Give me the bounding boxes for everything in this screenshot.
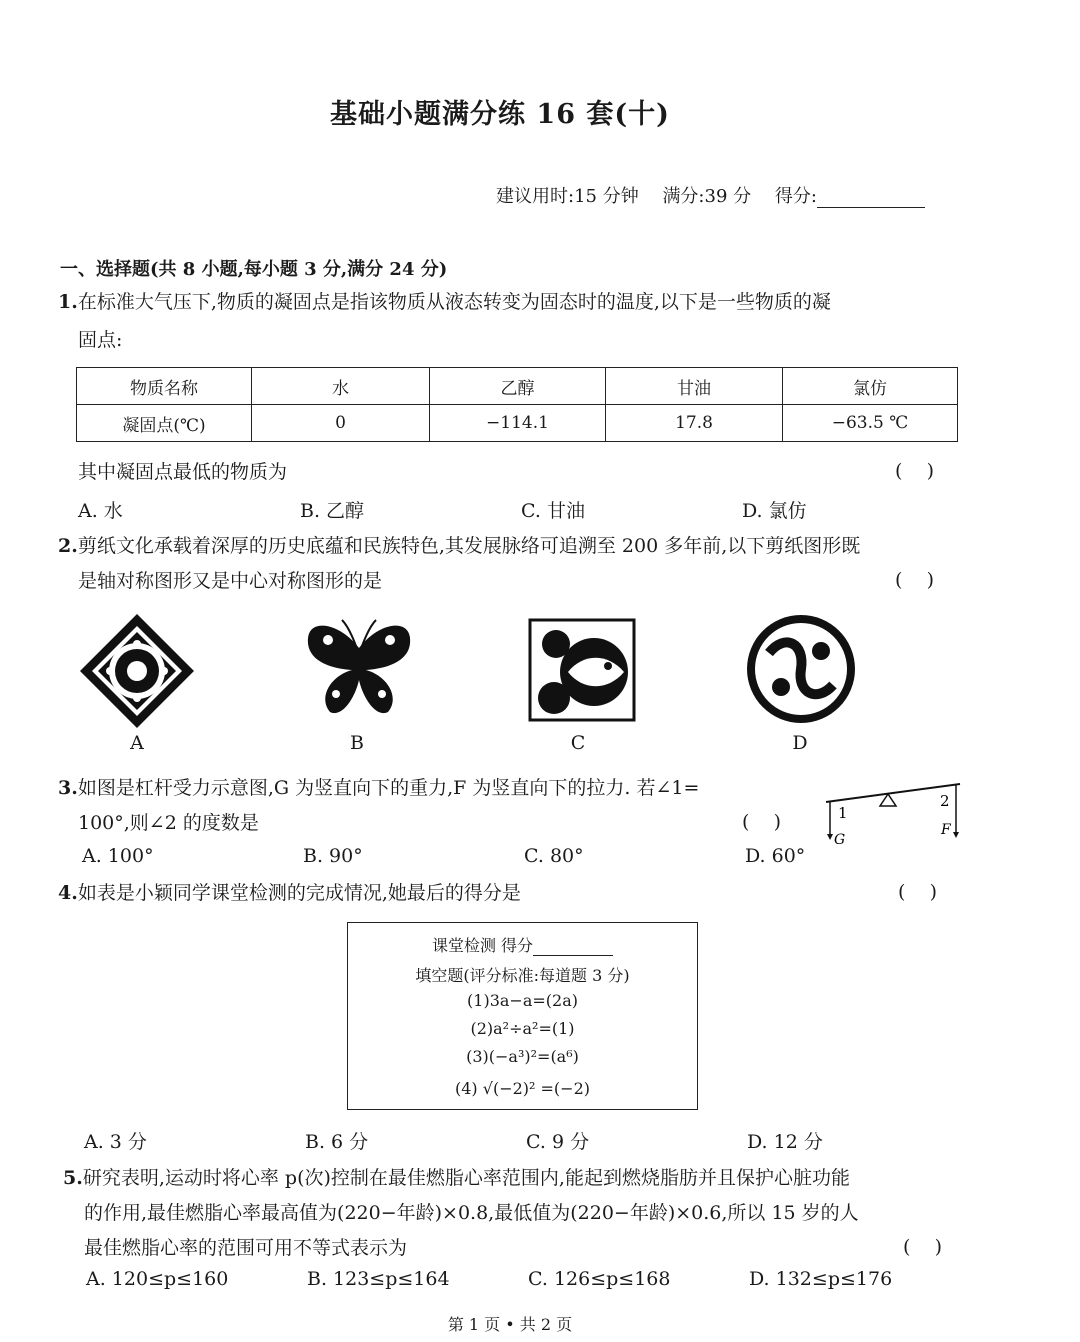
- q3-option-c[interactable]: C. 80°: [524, 845, 584, 867]
- table-cell: 物质名称: [77, 368, 252, 405]
- q4-option-c[interactable]: C. 9 分: [526, 1131, 590, 1153]
- q1-stem: 其中凝固点最低的物质为: [78, 461, 288, 483]
- q2-answer-paren[interactable]: ( ): [895, 569, 934, 591]
- papercut-figure-a[interactable]: [78, 612, 196, 730]
- q2-line2: 是轴对称图形又是中心对称图形的是: [78, 570, 383, 592]
- table-cell: 氯仿: [783, 368, 958, 405]
- force-g-label: G: [834, 832, 846, 848]
- q3-line2: 100°,则∠2 的度数是: [78, 812, 259, 834]
- q1-option-d[interactable]: D. 氯仿: [742, 500, 807, 522]
- q1-option-a[interactable]: A. 水: [78, 500, 123, 522]
- q3-number: 3.: [58, 777, 78, 799]
- box-item-4: (4) √(−2)² =(−2): [455, 1079, 590, 1098]
- q5-line2: 的作用,最佳燃脂心率最高值为(220−年龄)×0.8,最低值为(220−年龄)×0.6,所以 15 岁的人: [84, 1202, 859, 1224]
- box-item-1: (1)3a−a=(2a): [467, 991, 578, 1010]
- table-cell: 凝固点(℃): [77, 405, 252, 442]
- q4-option-d[interactable]: D. 12 分: [747, 1131, 823, 1153]
- freezing-point-table: [76, 367, 958, 442]
- q1-option-b[interactable]: B. 乙醇: [300, 500, 365, 522]
- q1-option-c[interactable]: C. 甘油: [521, 500, 585, 522]
- quiz-result-box: [347, 922, 698, 1110]
- q5-option-d[interactable]: D. 132≤p≤176: [749, 1268, 893, 1290]
- table-cell: 0: [252, 405, 430, 442]
- box-subtitle: 填空题(评分标准:每道题 3 分): [415, 966, 630, 985]
- figure-label-a: A: [130, 732, 144, 754]
- q4-option-b[interactable]: B. 6 分: [305, 1131, 369, 1153]
- q1-text1: 在标准大气压下,物质的凝固点是指该物质从液态转变为固态时的温度,以下是一些物质的凝: [77, 291, 831, 313]
- figure-label-b: B: [350, 732, 364, 754]
- figure-label-d: D: [792, 732, 808, 754]
- q1-line1: [58, 284, 831, 320]
- q5-line3: 最佳燃脂心率的范围可用不等式表示为: [84, 1237, 408, 1259]
- q5-answer-paren[interactable]: ( ): [903, 1236, 942, 1258]
- page-title: 基础小题满分练 16 套(十): [330, 99, 670, 130]
- q5-number: 5.: [63, 1167, 83, 1189]
- q3-answer-paren[interactable]: ( ): [742, 811, 781, 833]
- q3-option-a[interactable]: A. 100°: [82, 845, 154, 867]
- box-header: 课堂检测 得分: [348, 933, 697, 956]
- table-cell: −63.5 ℃: [783, 405, 958, 442]
- score-blank[interactable]: [817, 191, 925, 208]
- q5-text1: 研究表明,运动时将心率 p(次)控制在最佳燃脂心率范围内,能起到燃烧脂肪并且保护心脏功能: [82, 1167, 850, 1189]
- suggested-time: 建议用时:15 分钟: [496, 186, 639, 207]
- angle-1-label: 1: [838, 804, 848, 822]
- box-item-2: (2)a²÷a²=(1): [470, 1019, 575, 1038]
- table-cell: 乙醇: [430, 368, 606, 405]
- table-cell: 水: [252, 368, 430, 405]
- table-row: [77, 405, 958, 442]
- q4-line1: [58, 875, 521, 911]
- force-f-label: F: [941, 822, 951, 838]
- q4-answer-paren[interactable]: ( ): [898, 881, 937, 903]
- q1-line2: 固点:: [78, 329, 123, 351]
- full-score: 满分:39 分: [662, 186, 752, 207]
- q4-number: 4.: [58, 882, 78, 904]
- exam-meta: [496, 182, 943, 208]
- section-heading: 一、选择题(共 8 小题,每小题 3 分,满分 24 分): [60, 259, 448, 280]
- q2-number: 2.: [58, 535, 78, 557]
- papercut-figure-c[interactable]: [528, 618, 636, 722]
- q5-option-c[interactable]: C. 126≤p≤168: [528, 1268, 671, 1290]
- table-cell: 17.8: [606, 405, 783, 442]
- q2-line1: [58, 528, 860, 564]
- q4-option-a[interactable]: A. 3 分: [84, 1131, 147, 1153]
- q4-text1: 如表是小颖同学课堂检测的完成情况,她最后的得分是: [77, 882, 521, 904]
- table-row: [77, 368, 958, 405]
- box-item-3: (3)(−a³)²=(a⁶): [466, 1047, 579, 1066]
- q5-option-b[interactable]: B. 123≤p≤164: [307, 1268, 450, 1290]
- table-cell: −114.1: [430, 405, 606, 442]
- q5-line1: [63, 1160, 850, 1196]
- papercut-figure-d[interactable]: [745, 613, 857, 725]
- q3-text1: 如图是杠杆受力示意图,G 为竖直向下的重力,F 为竖直向下的拉力. 若∠1=: [77, 777, 700, 799]
- q5-option-a[interactable]: A. 120≤p≤160: [86, 1268, 229, 1290]
- q2-text1: 剪纸文化承载着深厚的历史底蕴和民族特色,其发展脉络可追溯至 200 多年前,以下剪纸图形既: [77, 535, 861, 557]
- page-footer: 第 1 页 • 共 2 页: [447, 1315, 573, 1334]
- papercut-figure-b[interactable]: [300, 618, 418, 718]
- q1-number: 1.: [58, 291, 78, 313]
- figure-label-c: C: [570, 732, 586, 754]
- q1-answer-paren[interactable]: ( ): [895, 460, 934, 482]
- table-cell: 甘油: [606, 368, 783, 405]
- q3-line1: [58, 770, 699, 806]
- score-label: 得分:: [774, 186, 817, 207]
- q3-option-d[interactable]: D. 60°: [745, 845, 806, 867]
- q3-option-b[interactable]: B. 90°: [303, 845, 363, 867]
- lever-diagram: [818, 778, 968, 852]
- angle-2-label: 2: [940, 792, 950, 810]
